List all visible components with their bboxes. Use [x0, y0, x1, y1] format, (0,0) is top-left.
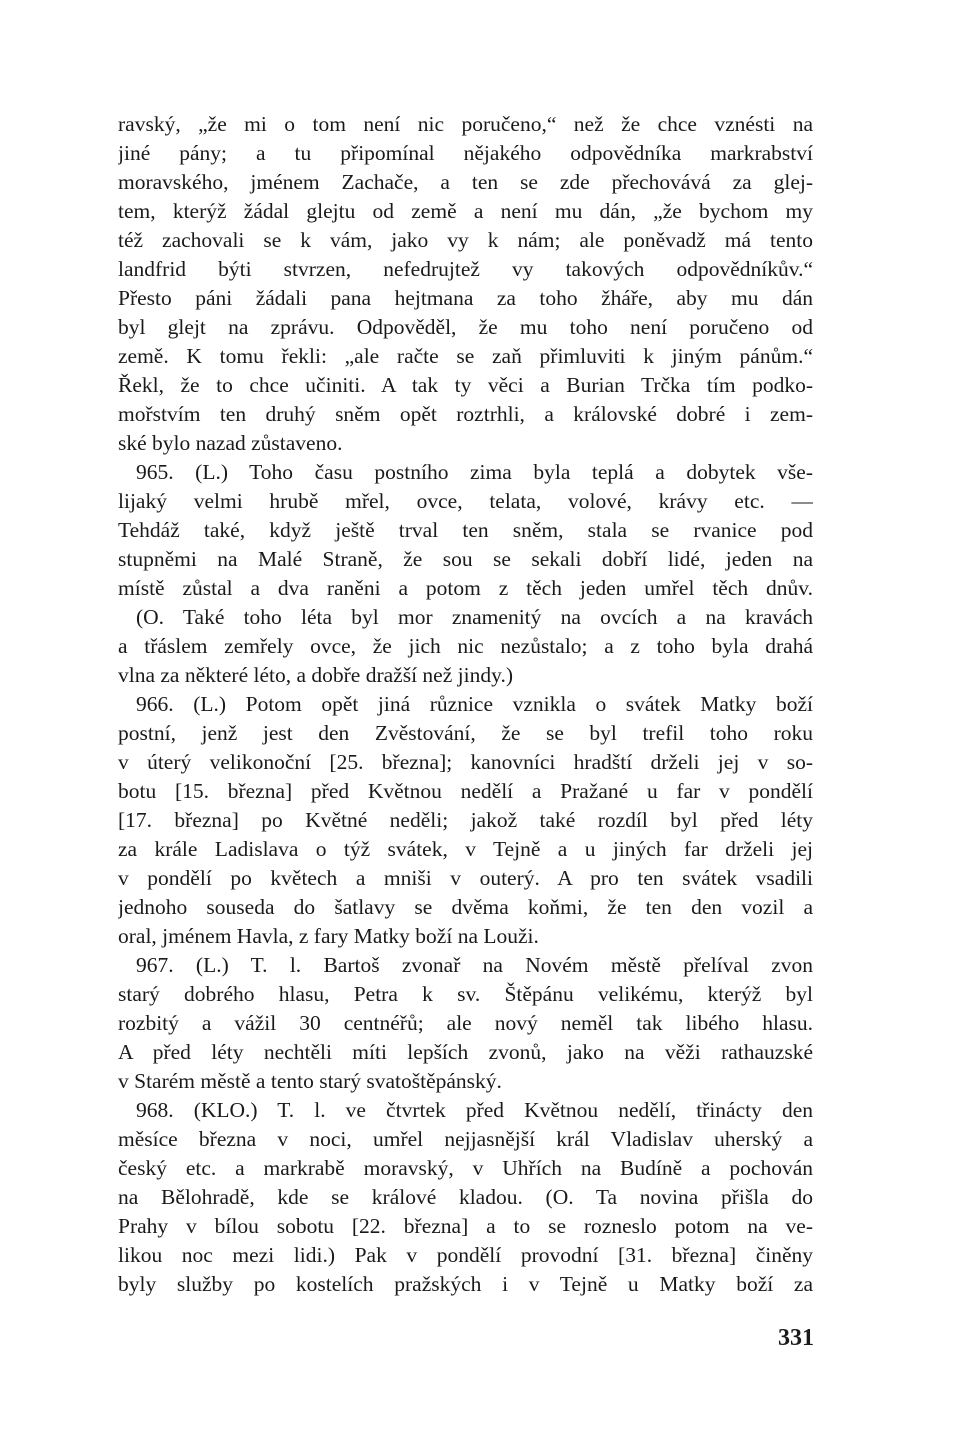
text-line: v Starém městě a tento starý svatoštěpánský.: [118, 1069, 502, 1093]
text-line: postní, jenž jest den Zvěstování, že se byl trefil toho roku: [118, 721, 813, 745]
text-line: jednoho souseda do šatlavy se dvěma koňmi, že ten den vozil a: [118, 895, 813, 919]
text-line: měsíce března v noci, umřel nejjasnější král Vladislav uherský a: [118, 1127, 813, 1151]
text-line: starý dobrého hlasu, Petra k sv. Štěpánu velikému, kterýž byl: [118, 982, 813, 1006]
text-line: stupněmi na Malé Straně, že sou se sekali dobří lidé, jeden na: [118, 547, 813, 571]
text-line: český etc. a markrabě moravský, v Uhřích na Budíně a pochován: [118, 1156, 813, 1180]
text-line: (O. Také toho léta byl mor znamenitý na ovcích a na kravách: [136, 605, 813, 629]
text-line: tem, kterýž žádal glejtu od země a není mu dán, „že bychom my: [118, 199, 813, 223]
text-line: Řekl, že to chce učiniti. A tak ty věci a Burian Trčka tím podko-: [118, 373, 813, 397]
text-line: rozbitý a vážil 30 centnéřů; ale nový neměl tak libého hlasu.: [118, 1011, 813, 1035]
text-line: ravský, „že mi o tom není nic poručeno,“ než že chce vznésti na: [118, 112, 813, 136]
text-line: Tehdáž také, když ještě trval ten sněm, stala se rvanice pod: [118, 518, 813, 542]
text-line: a třáslem zemřely ovce, že jich nic nezůstalo; a z toho byla drahá: [118, 634, 813, 658]
text-line: v úterý velikonoční [25. března]; kanovníci hradští drželi jej v so-: [118, 750, 813, 774]
entry-966-start: 966. (L.) Potom opět jiná různice vznikla o svátek Matky boží: [136, 692, 813, 716]
text-line: lijaký velmi hrubě mřel, ovce, telata, volové, krávy etc. —: [118, 489, 813, 513]
entry-968-start: 968. (KLO.) T. l. ve čtvrtek před Květnou nedělí, třinácty den: [136, 1098, 813, 1122]
text-line: místě zůstal a dva raněni a potom z těch jeden umřel těch dnův.: [118, 576, 813, 600]
text-line: ské bylo nazad zůstaveno.: [118, 431, 343, 455]
text-line: země. K tomu řekli: „ale račte se zaň přimluviti k jiným pánům.“: [118, 344, 813, 368]
text-line: Přesto páni žádali pana hejtmana za toho žháře, aby mu dán: [118, 286, 813, 310]
text-line: za krále Ladislava o týž svátek, v Tejně a u jiných far drželi jej: [118, 837, 813, 861]
text-line: likou noc mezi lidi.) Pak v pondělí provodní [31. března] činěny: [118, 1243, 813, 1267]
text-line: oral, jménem Havla, z fary Matky boží na Louži.: [118, 924, 539, 948]
text-line: landfrid býti stvrzen, nefedrujtež vy takových odpovědníkův.“: [118, 257, 813, 281]
body-text: [118, 110, 813, 1299]
text-line: [17. března] po Květné neděli; jakož také rozdíl byl před léty: [118, 808, 813, 832]
text-line: byly služby po kostelích pražských i v Tejně u Matky boží za: [118, 1272, 813, 1296]
text-line: jiné pány; a tu připomínal nějakého odpovědníka markrabství: [118, 141, 813, 165]
text-line: byl glejt na zprávu. Odpověděl, že mu toho není poručeno od: [118, 315, 813, 339]
entry-967-start: 967. (L.) T. l. Bartoš zvonař na Novém městě přelíval zvon: [136, 953, 813, 977]
text-line: na Bělohradě, kde se králové kladou. (O. Ta novina přišla do: [118, 1185, 813, 1209]
text-line: v pondělí po květech a mniši v outerý. A pro ten svátek vsadili: [118, 866, 813, 890]
text-line: Prahy v bílou sobotu [22. března] a to se rozneslo potom na ve-: [118, 1214, 813, 1238]
text-line: mořstvím ten druhý sněm opět roztrhli, a královské dobré i zem-: [118, 402, 813, 426]
text-line: též zachovali se k vám, jako vy k nám; ale poněvadž má tento: [118, 228, 813, 252]
text-line: vlna za některé léto, a dobře dražší než jindy.): [118, 663, 513, 687]
page-number: 331: [778, 1325, 814, 1351]
text-line: botu [15. března] před Květnou nedělí a Pražané u far v pondělí: [118, 779, 813, 803]
text-line: moravského, jménem Zachače, a ten se zde přechovává za glej-: [118, 170, 813, 194]
entry-965-start: 965. (L.) Toho času postního zima byla teplá a dobytek vše-: [136, 460, 813, 484]
text-line: A před léty nechtěli míti lepších zvonů, jako na věži rathauzské: [118, 1040, 813, 1064]
